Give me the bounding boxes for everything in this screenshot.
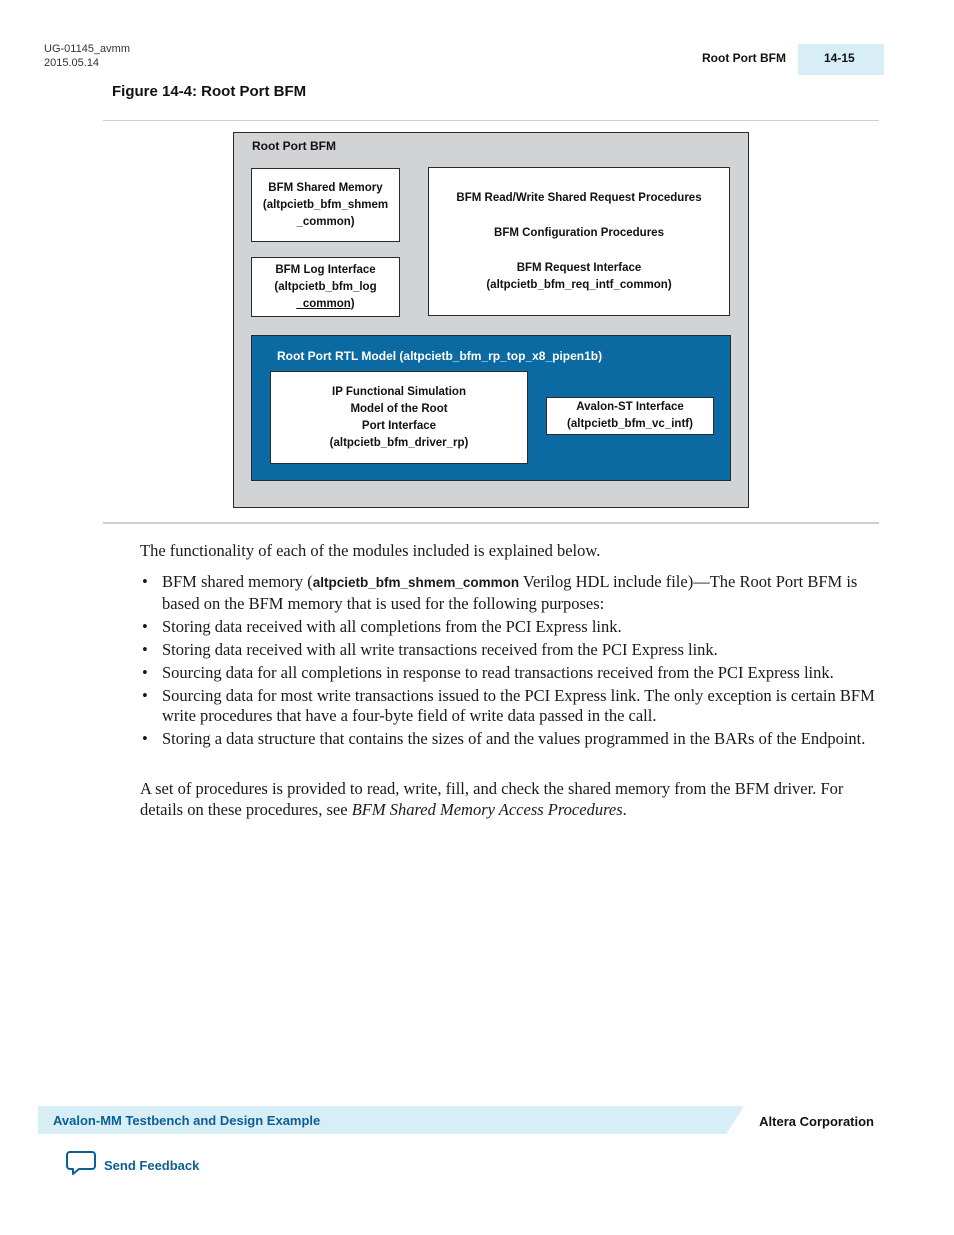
avalon-st-interface-box	[546, 397, 714, 435]
box-line: IP Functional Simulation	[332, 385, 466, 398]
list-item: • Sourcing data for all completions in response to read transactions received from the PCI Express link.	[140, 663, 880, 684]
section-title: Root Port BFM	[702, 51, 786, 65]
doc-id: UG-01145_avmm	[44, 43, 130, 55]
bfm-procedures-box	[428, 167, 730, 316]
procedures-paragraph	[140, 779, 880, 820]
send-feedback-link[interactable]	[66, 1150, 199, 1181]
cross-reference-link[interactable]: BFM Shared Memory Access Procedures	[351, 799, 623, 819]
rtl-model-label: Root Port RTL Model (altpcietb_bfm_rp_top_x8_pipen1b)	[277, 349, 603, 363]
box-line: Avalon-ST Interface	[576, 401, 684, 413]
box-line: (altpcietb_bfm_driver_rp)	[329, 436, 469, 449]
bfm-shared-memory-box	[251, 168, 400, 242]
paragraph-text: .	[622, 799, 627, 819]
box-line: BFM Request Interface	[516, 261, 642, 274]
module-bullet-list	[140, 572, 880, 753]
box-line: _common)	[296, 297, 355, 310]
page-number: 14-15	[798, 44, 884, 75]
list-item	[140, 572, 880, 614]
divider	[103, 120, 879, 121]
document-id-block	[44, 42, 130, 70]
bullet-text: Verilog HDL include file)—The Root Port BFM is based on the BFM memory that is used for the following purposes:	[162, 572, 858, 613]
box-line: BFM Read/Write Shared Request Procedures	[456, 191, 702, 204]
footer-chapter-link[interactable]: Avalon-MM Testbench and Design Example	[53, 1113, 321, 1128]
list-item: • Sourcing data for most write transactions issued to the PCI Express link. The only exception is certain BFM write procedures that have a four-byte field of write data passed in the call.	[140, 686, 880, 727]
list-item: • Storing data received with all write transactions received from the PCI Express link.	[140, 640, 880, 661]
box-line: BFM Configuration Procedures	[494, 226, 664, 239]
list-item: • Storing a data structure that contains the sizes of and the values programmed in the BARs of the Endpoint.	[140, 729, 880, 750]
bfm-log-interface-box	[251, 257, 400, 317]
box-line: (altpcietb_bfm_shmem	[262, 198, 389, 211]
speech-bubble-icon	[66, 1150, 96, 1181]
doc-date: 2015.05.14	[44, 57, 100, 69]
intro-paragraph: The functionality of each of the modules included is explained below.	[140, 541, 601, 560]
box-line: Model of the Root	[350, 402, 448, 415]
box-line: (altpcietb_bfm_req_intf_common)	[486, 278, 672, 291]
ip-functional-simulation-box	[270, 371, 528, 464]
box-line: _common)	[296, 215, 355, 228]
box-line: Port Interface	[361, 419, 437, 432]
root-port-rtl-model-box	[251, 335, 731, 481]
bullet-text: BFM shared memory (	[162, 572, 313, 591]
figure-title: Figure 14-4: Root Port BFM	[112, 83, 307, 100]
diagram-outer-label: Root Port BFM	[252, 139, 336, 153]
send-feedback-label[interactable]: Send Feedback	[104, 1158, 200, 1173]
paragraph-text: A set of procedures is provided to read, write, fill, and check the shared memory from the BFM driver. For details on these procedures, see	[140, 779, 844, 819]
box-line: BFM Log Interface	[275, 263, 376, 276]
box-line: (altpcietb_bfm_vc_intf)	[567, 418, 693, 430]
divider	[103, 522, 879, 524]
box-line: BFM Shared Memory	[268, 181, 383, 194]
code-filename: altpcietb_bfm_shmem_common	[312, 575, 520, 590]
box-line: (altpcietb_bfm_log	[274, 280, 377, 293]
footer-company: Altera Corporation	[759, 1114, 874, 1129]
root-port-bfm-diagram	[233, 132, 749, 508]
list-item: • Storing data received with all completions from the PCI Express link.	[140, 617, 880, 638]
